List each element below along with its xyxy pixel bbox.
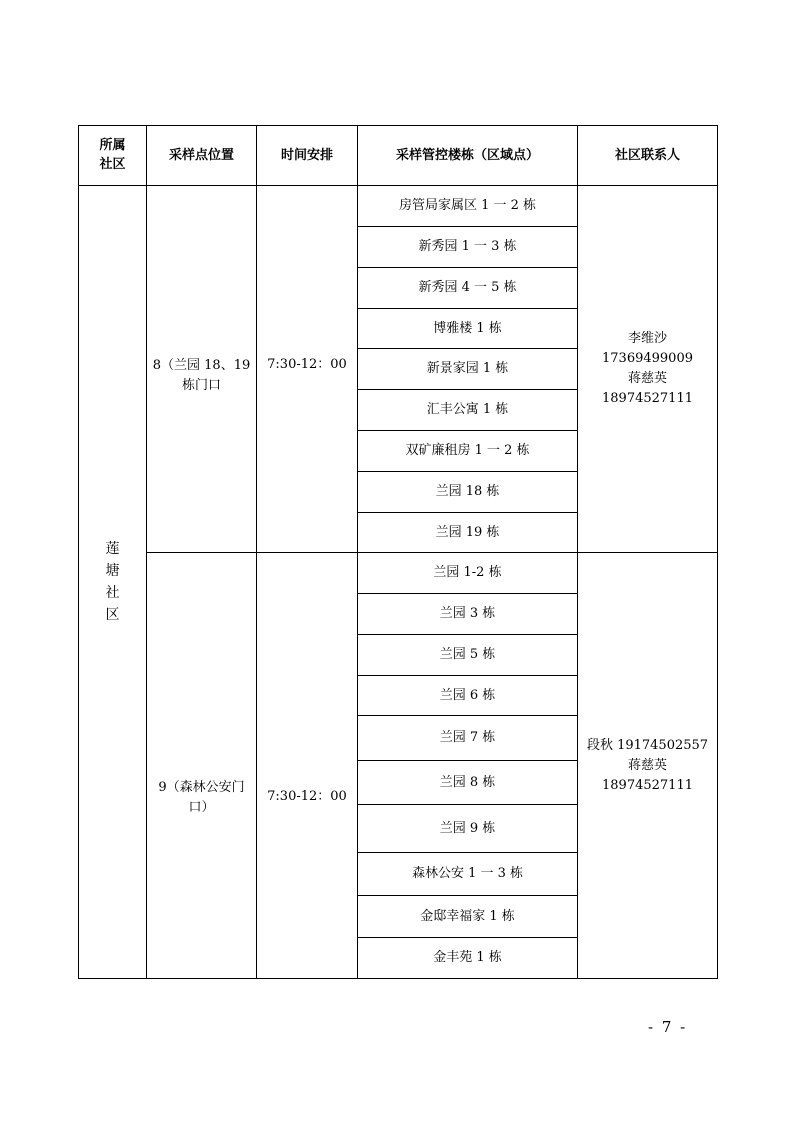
contact-cell: [578, 553, 718, 979]
contact-line: 段秋 19174502557: [586, 737, 709, 753]
building-cell: 兰园 7 栋: [358, 716, 578, 761]
building-cell: 汇丰公寓 1 栋: [358, 390, 578, 431]
community-name: 莲塘社区: [105, 541, 120, 623]
building-cell: 森林公安 1 一 3 栋: [358, 853, 578, 896]
building-cell: 新秀园 1 一 3 栋: [358, 227, 578, 268]
sampling-schedule-table: [78, 125, 718, 979]
header-site: 采样点位置: [147, 126, 257, 186]
building-cell: 兰园 18 栋: [358, 472, 578, 513]
contact-line: 李维沙 17369499009: [602, 331, 693, 366]
header-contact: 社区联系人: [578, 126, 718, 186]
building-cell: 兰园 19 栋: [358, 513, 578, 553]
building-cell: 兰园 5 栋: [358, 635, 578, 676]
header-row: [79, 126, 718, 186]
table-row: [79, 553, 718, 594]
site-cell: 8（兰园 18、19 栋门口: [147, 186, 257, 553]
time-cell: 7:30-12：00: [257, 186, 358, 553]
building-cell: 兰园 1-2 栋: [358, 553, 578, 594]
building-cell: 房管局家属区 1 一 2 栋: [358, 186, 578, 227]
building-cell: 兰园 3 栋: [358, 594, 578, 635]
table-body: [79, 186, 718, 979]
header-buildings: 采样管控楼栋（区域点）: [358, 126, 578, 186]
community-cell: [79, 186, 147, 979]
building-cell: 博雅楼 1 栋: [358, 309, 578, 349]
building-cell: 兰园 8 栋: [358, 761, 578, 805]
building-cell: 金邸幸福家 1 栋: [358, 896, 578, 938]
header-community: 所属社区: [79, 126, 147, 186]
building-cell: 金丰苑 1 栋: [358, 938, 578, 979]
building-cell: 兰园 9 栋: [358, 805, 578, 853]
page-number: - 7 -: [648, 1018, 688, 1036]
building-cell: 兰园 6 栋: [358, 676, 578, 716]
contact-line: 蒋慈英 18974527111: [602, 371, 693, 406]
table-row: [79, 186, 718, 227]
contact-cell: [578, 186, 718, 553]
site-cell: 9（森林公安门口）: [147, 553, 257, 979]
contact-line: 蒋慈英 18974527111: [602, 757, 693, 793]
building-cell: 新秀园 4 一 5 栋: [358, 268, 578, 309]
header-time: 时间安排: [257, 126, 358, 186]
time-cell: 7:30-12：00: [257, 553, 358, 979]
building-cell: 新景家园 1 栋: [358, 349, 578, 390]
building-cell: 双矿廉租房 1 一 2 栋: [358, 431, 578, 472]
